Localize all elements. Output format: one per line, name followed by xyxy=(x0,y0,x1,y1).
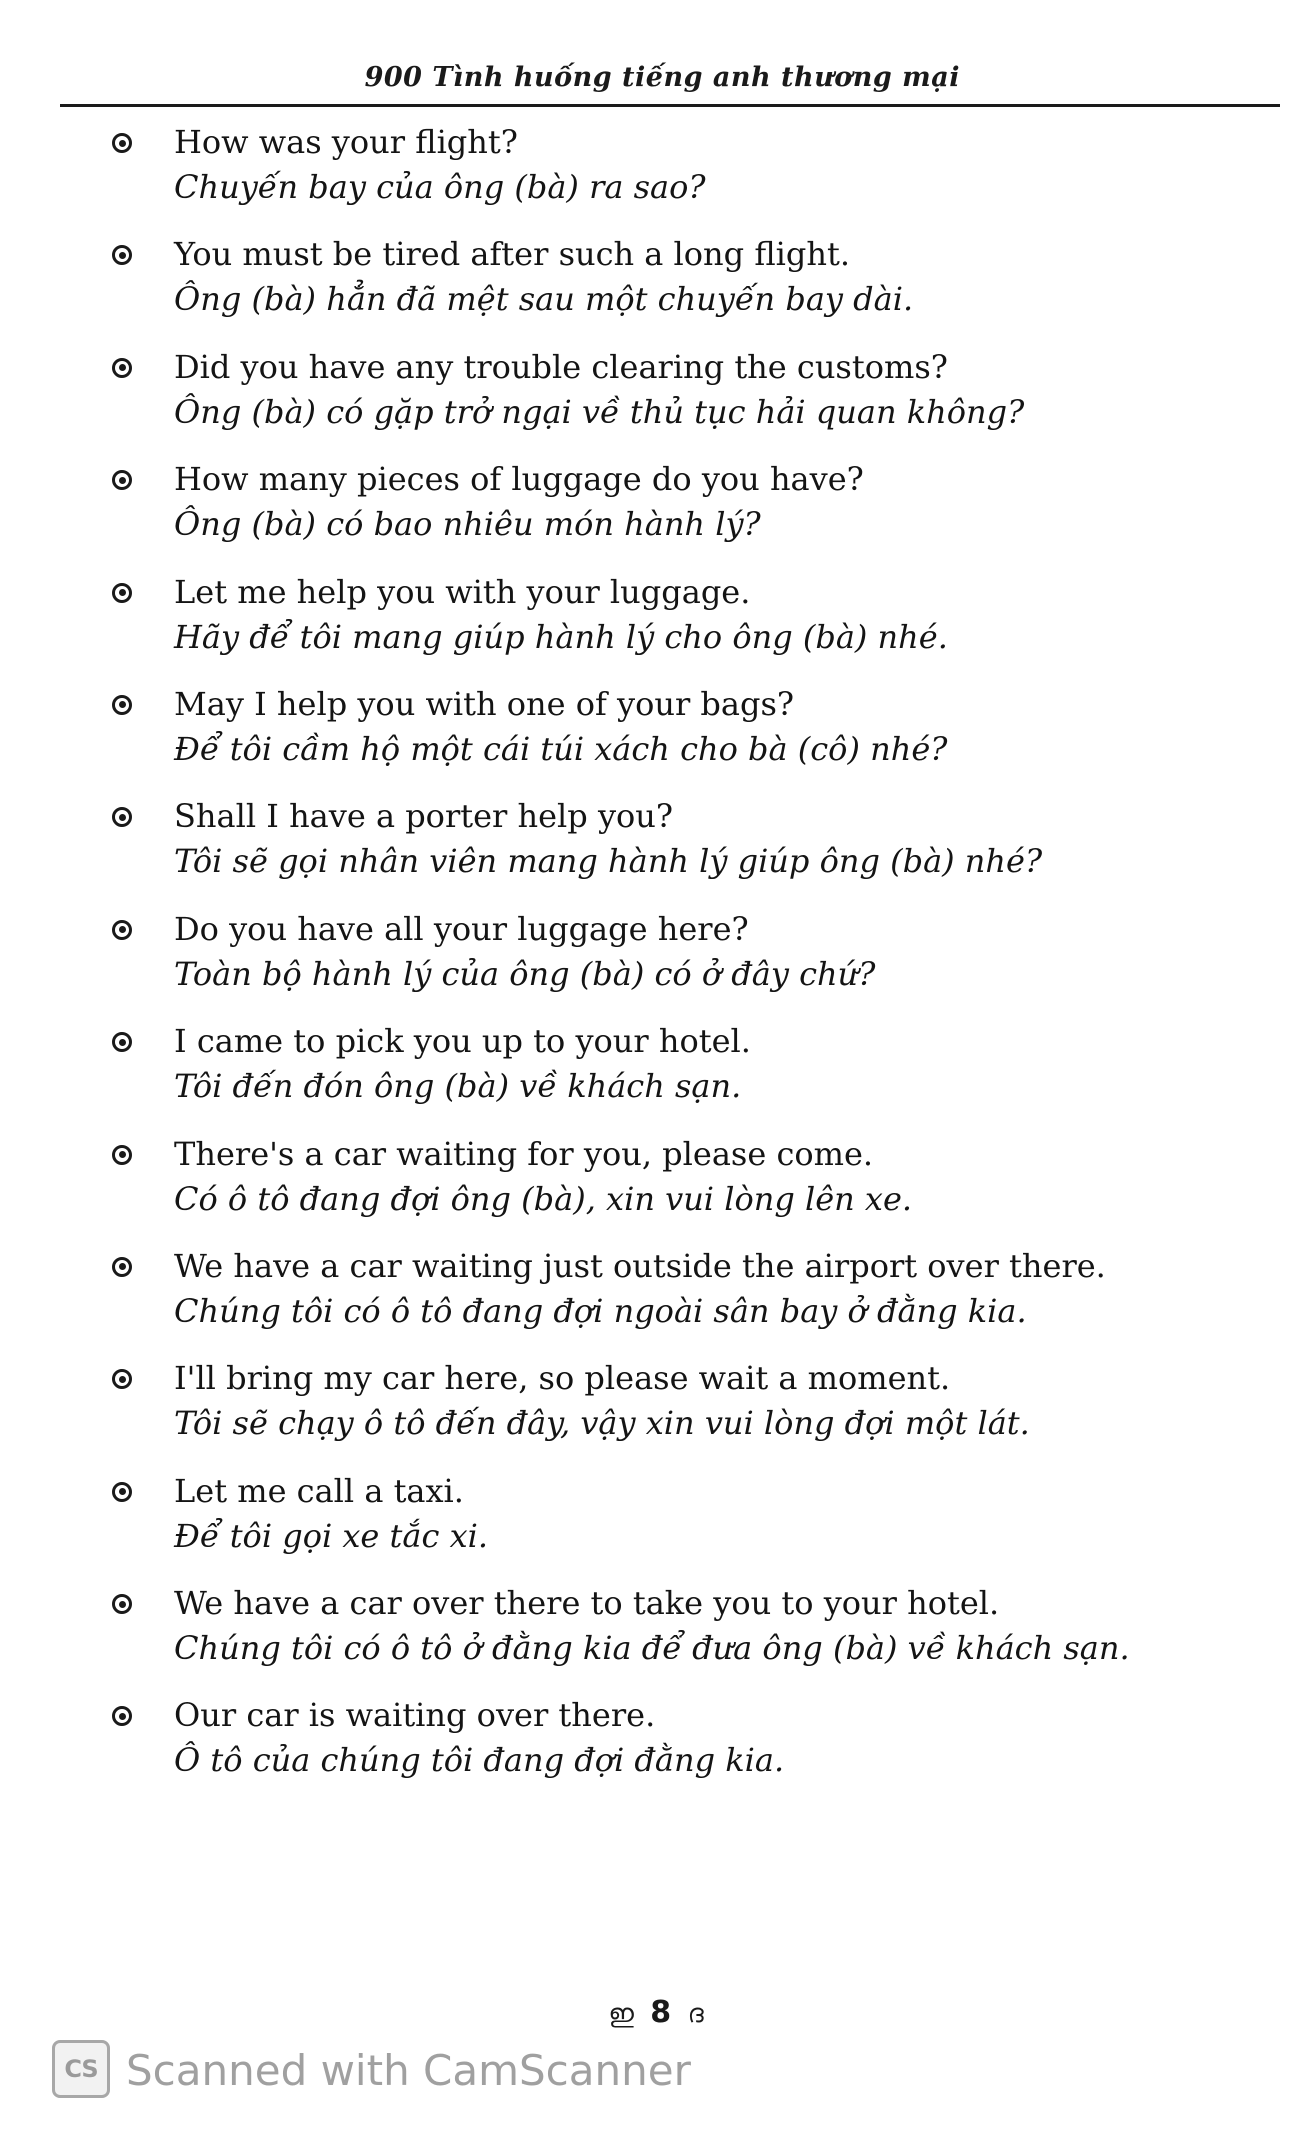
phrase-entry xyxy=(104,796,1274,908)
circle-bullet-icon xyxy=(112,583,132,603)
vietnamese-translation: Hãy để tôi mang giúp hành lý cho ông (bà) nhé. xyxy=(174,617,948,656)
phrase-entry xyxy=(104,909,1274,1021)
phrase-entry xyxy=(104,1358,1274,1470)
english-phrase: We have a car waiting just outside the airport over there. xyxy=(174,1246,1106,1285)
english-phrase: May I help you with one of your bags? xyxy=(174,684,795,723)
phrase-list xyxy=(104,122,1274,1808)
phrase-entry xyxy=(104,122,1274,234)
vietnamese-translation: Tôi đến đón ông (bà) về khách sạn. xyxy=(174,1067,742,1106)
english-phrase: Let me call a taxi. xyxy=(174,1471,464,1510)
circle-bullet-icon xyxy=(112,1482,132,1502)
page-number-value: 8 xyxy=(650,1995,672,2030)
circle-bullet-icon xyxy=(112,1706,132,1726)
circle-bullet-icon xyxy=(112,807,132,827)
phrase-entry xyxy=(104,1583,1274,1695)
phrase-entry xyxy=(104,1471,1274,1583)
english-phrase: I'll bring my car here, so please wait a moment. xyxy=(174,1359,951,1398)
ornament-right-icon: ദ xyxy=(687,1999,704,2029)
scanner-watermark: Scanned with CamScanner xyxy=(126,2046,691,2095)
circle-bullet-icon xyxy=(112,1594,132,1614)
vietnamese-translation: Có ô tô đang đợi ông (bà), xin vui lòng lên xe. xyxy=(174,1179,913,1218)
circle-bullet-icon xyxy=(112,245,132,265)
page-header xyxy=(60,62,1280,108)
phrase-entry xyxy=(104,1021,1274,1133)
vietnamese-translation: Tôi sẽ gọi nhân viên mang hành lý giúp ông (bà) nhé? xyxy=(174,842,1043,881)
circle-bullet-icon xyxy=(112,695,132,715)
phrase-entry xyxy=(104,1246,1274,1358)
english-phrase: Shall I have a porter help you? xyxy=(174,797,674,836)
running-title: 900 Tình huống tiếng anh thương mại xyxy=(364,62,960,93)
phrase-entry xyxy=(104,572,1274,684)
camscanner-logo-icon: CS xyxy=(52,2040,110,2098)
circle-bullet-icon xyxy=(112,1145,132,1165)
vietnamese-translation: Để tôi gọi xe tắc xi. xyxy=(174,1516,489,1555)
english-phrase: Do you have all your luggage here? xyxy=(174,909,749,948)
header-rule xyxy=(60,104,1280,107)
english-phrase: I came to pick you up to your hotel. xyxy=(174,1022,751,1061)
english-phrase: We have a car over there to take you to your hotel. xyxy=(174,1584,1000,1623)
phrase-entry xyxy=(104,234,1274,346)
phrase-entry xyxy=(104,1134,1274,1246)
english-phrase: Our car is waiting over there. xyxy=(174,1696,656,1735)
vietnamese-translation: Chuyến bay của ông (bà) ra sao? xyxy=(174,168,706,206)
english-phrase: You must be tired after such a long flight. xyxy=(174,235,851,274)
circle-bullet-icon xyxy=(112,470,132,490)
circle-bullet-icon xyxy=(112,1369,132,1389)
vietnamese-translation: Chúng tôi có ô tô đang đợi ngoài sân bay ở đằng kia. xyxy=(174,1291,1027,1330)
english-phrase: Did you have any trouble clearing the customs? xyxy=(174,347,948,386)
circle-bullet-icon xyxy=(112,358,132,378)
english-phrase: How was your flight? xyxy=(174,123,518,161)
vietnamese-translation: Ông (bà) hẳn đã mệt sau một chuyến bay dài. xyxy=(174,280,914,319)
vietnamese-translation: Ông (bà) có gặp trở ngại về thủ tục hải quan không? xyxy=(174,392,1025,431)
vietnamese-translation: Tôi sẽ chạy ô tô đến đây, vậy xin vui lòng đợi một lát. xyxy=(174,1404,1030,1443)
vietnamese-translation: Để tôi cầm hộ một cái túi xách cho bà (cô) nhé? xyxy=(174,729,948,768)
ornament-left-icon: ഇ xyxy=(608,1999,634,2029)
circle-bullet-icon xyxy=(112,1257,132,1277)
english-phrase: Let me help you with your luggage. xyxy=(174,572,751,611)
phrase-entry xyxy=(104,347,1274,459)
circle-bullet-icon xyxy=(112,133,132,153)
vietnamese-translation: Ô tô của chúng tôi đang đợi đằng kia. xyxy=(174,1741,785,1780)
english-phrase: How many pieces of luggage do you have? xyxy=(174,460,864,499)
vietnamese-translation: Toàn bộ hành lý của ông (bà) có ở đây chứ? xyxy=(174,954,876,993)
phrase-entry xyxy=(104,1695,1274,1807)
circle-bullet-icon xyxy=(112,920,132,940)
phrase-entry xyxy=(104,684,1274,796)
english-phrase: There's a car waiting for you, please come. xyxy=(174,1134,874,1173)
vietnamese-translation: Ông (bà) có bao nhiêu món hành lý? xyxy=(174,505,761,544)
phrase-entry xyxy=(104,459,1274,571)
circle-bullet-icon xyxy=(112,1032,132,1052)
vietnamese-translation: Chúng tôi có ô tô ở đằng kia để đưa ông (bà) về khách sạn. xyxy=(174,1629,1130,1668)
page-number xyxy=(0,1995,1312,2030)
